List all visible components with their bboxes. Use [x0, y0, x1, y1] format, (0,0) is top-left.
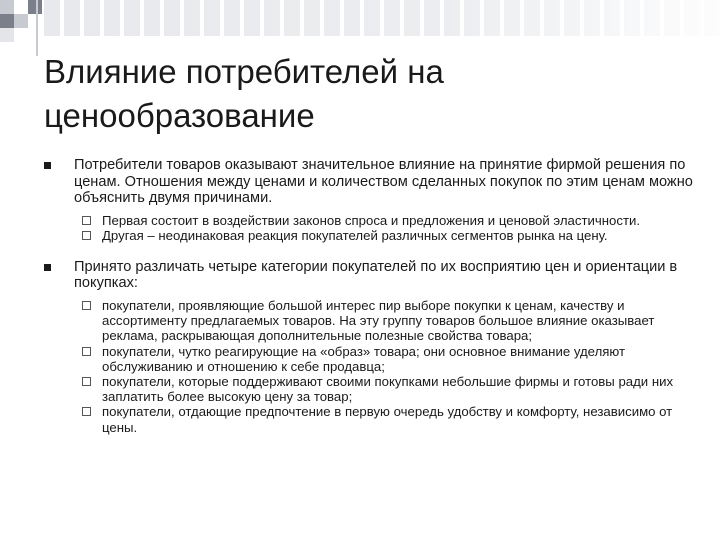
hollow-square-bullet-icon [82, 216, 91, 225]
sub-bullet-item [44, 404, 694, 434]
bullet-text: Принято различать четыре категории покупателей по их восприятию цен и ориентации в покупках: [74, 258, 678, 292]
slide-title: Влияние потребителей на ценообразование [44, 53, 444, 134]
slide-body [44, 157, 694, 435]
sub-bullet-item [44, 228, 694, 243]
hollow-square-bullet-icon [82, 301, 91, 310]
hollow-square-bullet-icon [82, 347, 91, 356]
hollow-square-bullet-icon [82, 407, 91, 416]
sub-bullet-item [44, 344, 694, 374]
deco-square [28, 0, 42, 14]
sub-bullet-text: Другая – неодинаковая реакция покупателей различных сегментов рынка на цену. [102, 227, 608, 243]
deco-bar-fade [44, 0, 720, 36]
sub-bullet-item [44, 298, 694, 344]
sub-bullet-text: покупатели, которые поддерживают своими покупками небольшие фирмы и готовы ради них заплатить более высокую цену за товар; [102, 373, 674, 405]
square-bullet-icon [44, 162, 51, 169]
bullet-item [44, 157, 694, 207]
sub-bullet-text: Первая состоит в воздействии законов спроса и предложения и ценовой эластичности. [102, 212, 641, 228]
bullet-text: Потребители товаров оказывают значительное влияние на принятие фирмой решения по ценам. Отношения между ценами и количеством сделанных покупок по этим ценам можно объяснить двумя причинами. [74, 157, 693, 206]
header-decoration [0, 0, 720, 56]
hollow-square-bullet-icon [82, 231, 91, 240]
square-bullet-icon [44, 264, 51, 271]
sub-bullet-text: покупатели, проявляющие большой интерес пир выборе покупки к ценам, качеству и ассортименту предлагаемых товаров. На эту группу товаров большое влияние оказывает реклама, раскрывающая дополнительные полезные свойства товара; [102, 297, 655, 344]
deco-square [0, 28, 14, 42]
bullet-item [44, 259, 694, 292]
sub-bullet-text: покупатели, отдающие предпочтение в первую очередь удобству и комфорту, независимо от цены. [102, 404, 673, 435]
sub-bullet-text: покупатели, чутко реагирующие на «образ» товара; они основное внимание уделяют обслуживанию и отношению к себе продавца; [102, 343, 626, 374]
deco-square [14, 14, 28, 28]
deco-square [0, 0, 14, 14]
deco-vertical-line [36, 0, 38, 56]
sub-bullet-item [44, 374, 694, 404]
deco-square [0, 14, 14, 28]
hollow-square-bullet-icon [82, 377, 91, 386]
deco-square [14, 0, 28, 14]
sub-bullet-item [44, 213, 694, 228]
